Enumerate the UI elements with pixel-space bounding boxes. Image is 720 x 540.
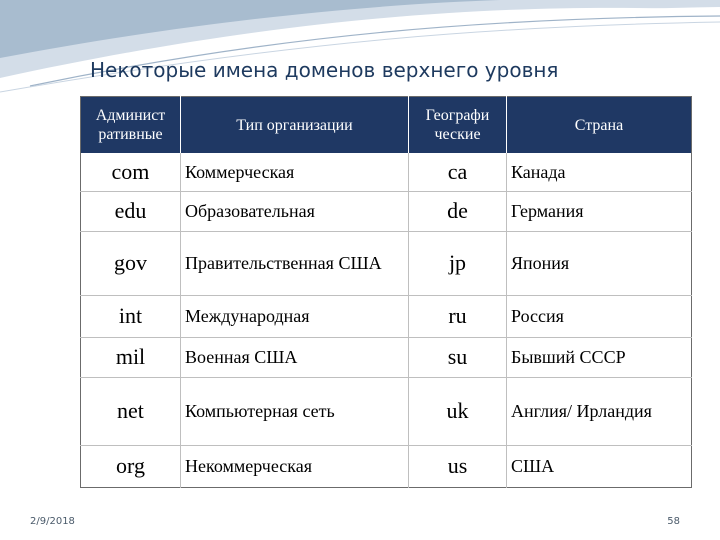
organization-type-cell: Коммерческая	[181, 153, 409, 191]
table-row	[81, 295, 692, 337]
header-organization-type: Тип организации	[181, 97, 409, 154]
header-country: Страна	[507, 97, 692, 154]
table-row	[81, 191, 692, 231]
footer-date: 2/9/2018	[30, 516, 75, 527]
header-administrative: Админист ративные	[81, 97, 181, 154]
country-cell: Япония	[507, 231, 692, 295]
admin-domain-cell: net	[81, 377, 181, 445]
admin-domain-cell: com	[81, 153, 181, 191]
country-cell: США	[511, 456, 555, 476]
domain-table	[80, 96, 692, 488]
geo-domain-cell: ca	[409, 153, 507, 191]
table-row	[81, 231, 692, 295]
table-row	[81, 377, 692, 445]
geo-domain-cell: de	[409, 191, 507, 231]
table-row	[81, 337, 692, 377]
country-cell: Англия/ Ирландия	[507, 377, 692, 445]
decorative-swoosh	[0, 0, 720, 100]
admin-domain-cell: gov	[81, 231, 181, 295]
admin-domain-cell: org	[81, 445, 181, 487]
table-header-row	[81, 97, 692, 154]
geo-domain-cell: ru	[409, 295, 507, 337]
country-cell: Россия	[507, 295, 692, 337]
organization-type-cell: Международная	[181, 295, 409, 337]
geo-domain-cell: jp	[409, 231, 507, 295]
geo-domain-cell: uk	[409, 377, 507, 445]
table-row	[81, 153, 692, 191]
table-row	[81, 445, 692, 487]
header-geographic: Географи ческие	[409, 97, 507, 154]
admin-domain-cell: mil	[81, 337, 181, 377]
geo-domain-cell: su	[409, 337, 507, 377]
organization-type-cell: Компьютерная сеть	[181, 377, 409, 445]
organization-type-cell: Военная США	[181, 337, 409, 377]
admin-domain-cell: int	[81, 295, 181, 337]
page-number: 58	[667, 516, 680, 527]
organization-type-cell: Некоммерческая	[181, 445, 409, 487]
country-cell: Бывший СССР	[507, 337, 692, 377]
slide-title: Некоторые имена доменов верхнего уровня	[90, 58, 559, 82]
geo-domain-cell: us	[409, 445, 507, 487]
admin-domain-cell: edu	[81, 191, 181, 231]
country-cell: Канада	[507, 153, 692, 191]
country-cell: Германия	[507, 191, 692, 231]
organization-type-cell: Образовательная	[181, 191, 409, 231]
organization-type-cell: Правительственная США	[181, 231, 409, 295]
